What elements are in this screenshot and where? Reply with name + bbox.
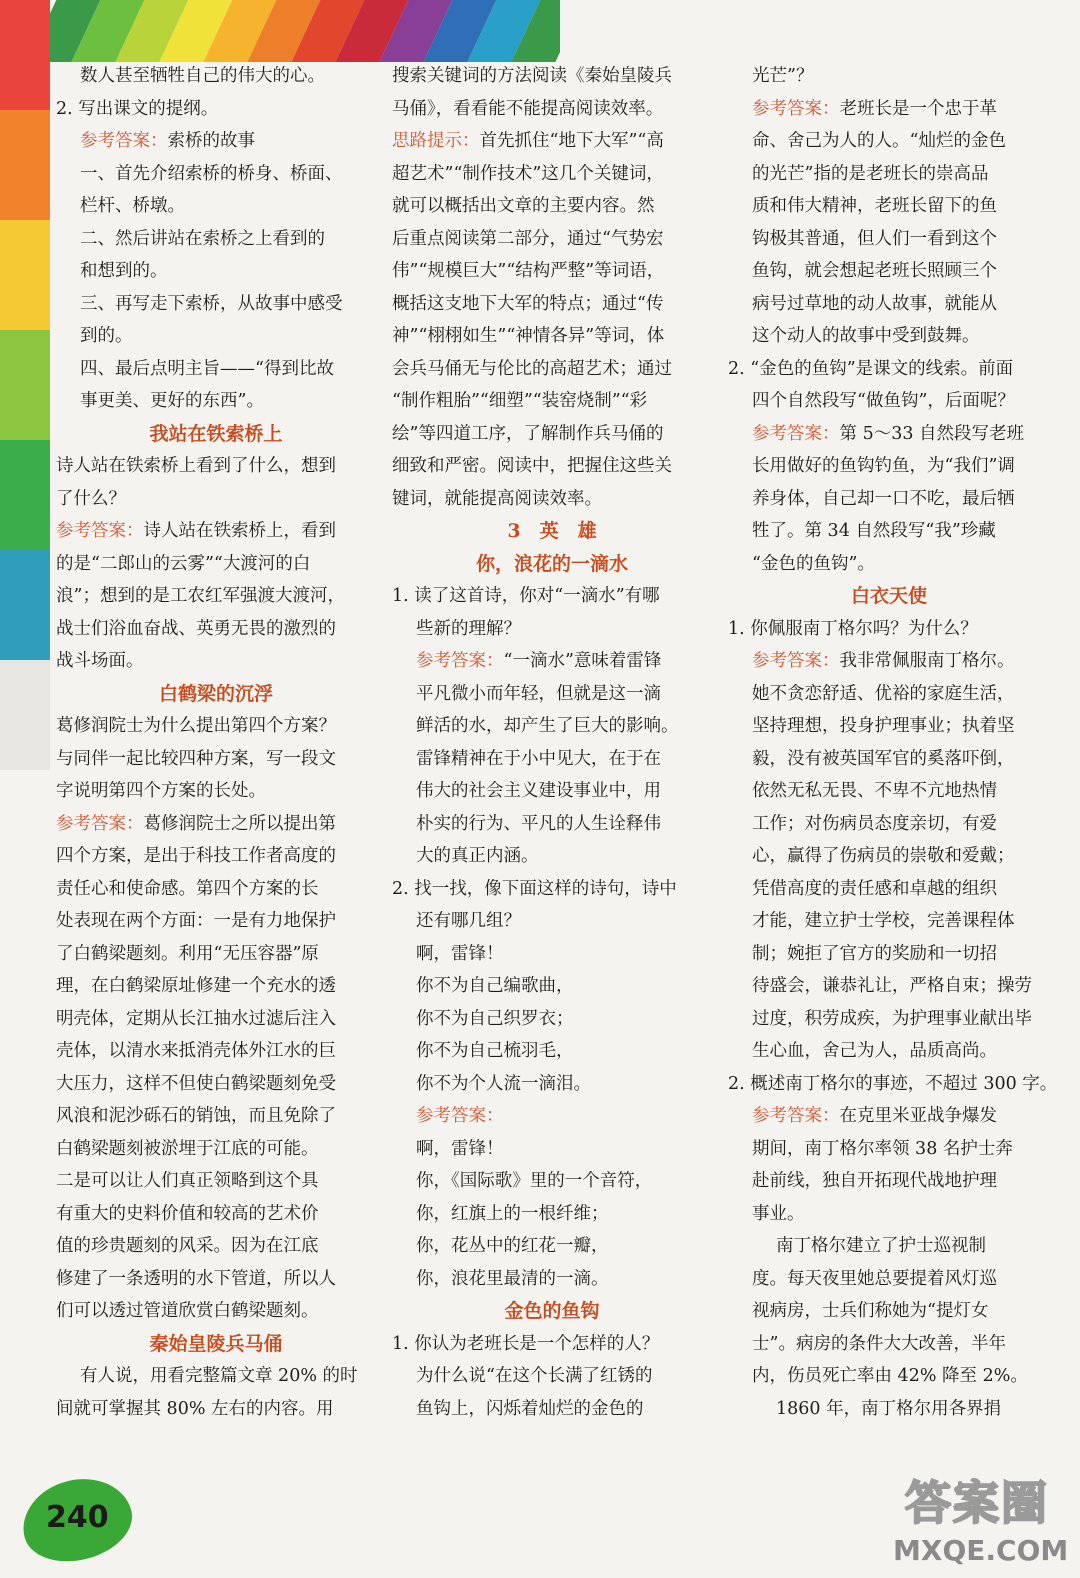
line-text: 1. 读了这首诗，你对“一滴水”有哪	[392, 586, 660, 606]
text-line	[392, 970, 712, 1003]
line-text: 病号过草地的动人故事，就能从	[752, 293, 997, 314]
text-line	[728, 1295, 1050, 1328]
line-text: 待盛会，谦恭礼让，严格自束；操劳	[752, 976, 1032, 996]
section-heading: 白鹤梁的沉浮	[158, 682, 273, 705]
text-line	[728, 353, 1050, 386]
text-line	[56, 1035, 376, 1068]
line-text: 工作；对伤病员态度亲切，有爱	[752, 813, 997, 834]
text-line	[728, 970, 1050, 1003]
line-text: 后重点阅读第二部分，通过“气势宏	[392, 228, 664, 249]
text-line	[728, 60, 1050, 93]
line-text: 朴实的行为、平凡的人生诠释伟	[416, 813, 661, 834]
line-text: 钩极其普通，但人们一看到这个	[752, 228, 997, 249]
text-line	[56, 288, 376, 321]
line-text: 制；婉拒了官方的奖励和一切招	[752, 943, 997, 964]
line-text: 依然无私无畏、不卑不亢地热情	[752, 781, 997, 801]
text-line	[56, 613, 376, 646]
text-line	[56, 970, 376, 1003]
text-line	[728, 743, 1050, 776]
answer-label: 参考答案：	[752, 1106, 840, 1126]
line-text: 白鹤梁题刻被淤埋于江底的可能。	[56, 1138, 319, 1159]
text-line	[728, 678, 1050, 711]
text-line	[728, 190, 1050, 223]
text-line	[56, 1003, 376, 1036]
line-text: 啊，雷锋！	[416, 943, 504, 964]
text-line	[392, 1360, 712, 1393]
line-text: 凭借高度的责任感和卓越的组织	[752, 878, 997, 899]
line-text: 会兵马俑无与伦比的高超艺术；通过	[392, 358, 672, 379]
text-line	[392, 320, 712, 353]
line-text: 与同伴一起比较四种方案，写一段文	[56, 748, 336, 769]
text-line	[728, 93, 1050, 126]
line-text: 命、舍己为人的人。“灿烂的金色	[752, 131, 1006, 151]
text-line	[56, 515, 376, 548]
line-text: 的是“二郎山的云雾”“大渡河的白	[56, 553, 311, 574]
text-line	[392, 353, 712, 386]
line-text: 为什么说“在这个长满了红锈的	[416, 1366, 653, 1386]
line-text: 二是可以让人们真正领略到这个具	[56, 1171, 319, 1191]
text-line	[392, 775, 712, 808]
line-text: 期间，南丁格尔率领 38 名护士奔	[752, 1138, 1013, 1159]
text-line	[728, 385, 1050, 418]
line-text: “金色的鱼钩”。	[752, 553, 875, 574]
left-color-band	[0, 0, 50, 720]
answer-label: 参考答案：	[80, 131, 168, 151]
text-line	[392, 1133, 712, 1166]
line-text: 在克里米亚战争爆发	[839, 1106, 997, 1126]
line-text: 南丁格尔建立了护士巡视制	[776, 1236, 986, 1256]
line-text: 了白鹤梁题刻。利用“无压容器”原	[56, 943, 319, 964]
line-text: 1. 你认为老班长是一个怎样的人？	[392, 1333, 660, 1354]
line-text: 事更美、更好的东西”。	[80, 391, 264, 411]
text-line	[392, 873, 712, 906]
text-line	[728, 1003, 1050, 1036]
text-line	[56, 158, 376, 191]
text-line	[392, 840, 712, 873]
text-line	[728, 1393, 1050, 1426]
text-line	[56, 905, 376, 938]
line-text: 栏杆、桥墩。	[80, 196, 185, 216]
text-line	[392, 1068, 712, 1101]
section-heading: 你，浪花的一滴水	[475, 552, 628, 575]
text-line	[56, 483, 376, 516]
text-line	[56, 1068, 376, 1101]
text-line	[392, 385, 712, 418]
line-text: 光芒”？	[752, 66, 814, 86]
line-text: 老班长是一个忠于革	[839, 98, 997, 119]
text-line	[56, 1393, 376, 1426]
text-line	[728, 548, 1050, 581]
text-line	[56, 223, 376, 256]
text-line	[728, 1328, 1050, 1361]
section-heading: 秦始皇陵兵马俑	[149, 1332, 283, 1355]
line-text: 坚持理想，投身护理事业；执着坚	[752, 716, 1015, 736]
line-text: 值的珍贵题刻的风采。因为在江底	[56, 1236, 319, 1256]
line-text: 了什么？	[56, 488, 126, 509]
line-text: 第 5～33 自然段写老班	[839, 423, 1025, 444]
text-line	[56, 385, 376, 418]
text-line	[56, 710, 376, 743]
text-line	[56, 873, 376, 906]
text-line	[392, 1393, 712, 1426]
watermark-url: MXQE.COM	[893, 1534, 1069, 1567]
text-line	[728, 1198, 1050, 1231]
text-line	[728, 1068, 1058, 1101]
line-text: 葛修润院士之所以提出第	[143, 813, 336, 834]
text-line	[728, 1100, 1050, 1133]
text-line	[728, 840, 1050, 873]
text-line	[56, 255, 376, 288]
text-line	[56, 190, 376, 223]
line-text: 二、然后讲站在索桥之上看到的	[80, 228, 325, 249]
text-line	[56, 938, 376, 971]
line-text: 四、最后点明主旨——“得到比故	[80, 358, 334, 379]
line-text: 壳体，以清水来抵消壳体外江水的巨	[56, 1041, 336, 1061]
text-line	[56, 808, 376, 841]
text-line	[392, 418, 712, 451]
text-line	[392, 158, 712, 191]
line-text: 四个自然段写“做鱼钩”，后面呢？	[752, 391, 1015, 411]
line-text: 诗人站在铁索桥上，看到	[143, 521, 336, 541]
line-text: 这个动人的故事中受到鼓舞。	[752, 326, 980, 346]
line-text: 葛修润院士为什么提出第四个方案？	[56, 716, 336, 736]
text-line	[728, 1263, 1050, 1296]
line-text: 毅，没有被英国军官的奚落吓倒，	[752, 748, 1015, 769]
text-line	[392, 743, 712, 776]
line-text: 你，红旗上的一根纤维；	[416, 1203, 609, 1224]
text-line	[728, 775, 1050, 808]
text-line	[392, 60, 712, 93]
line-text: 质和伟大精神，老班长留下的鱼	[752, 196, 997, 216]
line-text: 鲜活的水，却产生了巨大的影响。	[416, 716, 679, 736]
line-text: 度。每天夜里她总要提着风灯巡	[752, 1268, 997, 1289]
line-text: 伟”“规模巨大”“结构严整”等词语，	[392, 261, 665, 281]
text-line	[392, 1263, 712, 1296]
text-line	[392, 190, 712, 223]
line-text: 些新的理解？	[416, 618, 521, 639]
text-line	[392, 678, 712, 711]
text-line	[728, 1133, 1050, 1166]
text-line	[392, 223, 712, 256]
line-text: 明壳体，定期从长江抽水过滤后注入	[56, 1008, 336, 1029]
text-line	[56, 548, 376, 581]
answer-label: 参考答案：	[752, 98, 840, 119]
text-line	[728, 905, 1050, 938]
line-text: 大压力，这样不但使白鹤梁题刻免受	[56, 1073, 336, 1094]
line-text: 诗人站在铁索桥上看到了什么，想到	[56, 456, 336, 476]
line-text: 你不为自己织罗衣；	[416, 1008, 574, 1029]
text-line	[56, 1295, 376, 1328]
line-text: 生心血，舍己为人，品质高尚。	[752, 1041, 997, 1061]
line-text: 雷锋精神在于小中见大，在于在	[416, 748, 661, 769]
text-line	[392, 1003, 712, 1036]
text-line	[392, 580, 712, 613]
text-line	[728, 613, 1050, 646]
line-text: 数人甚至牺牲自己的伟大的心。	[80, 66, 325, 86]
text-line	[728, 938, 1050, 971]
text-line	[728, 710, 1050, 743]
text-line	[56, 1165, 376, 1198]
line-text: 四个方案，是出于科技工作者高度的	[56, 846, 336, 866]
line-text: 2. 找一找，像下面这样的诗句，诗中	[392, 878, 677, 899]
text-line	[728, 223, 1050, 256]
answer-label: 参考答案：	[752, 423, 840, 444]
line-text: 2. 概述南丁格尔的事迹，不超过 300 字。	[728, 1073, 1058, 1094]
text-line	[392, 905, 712, 938]
text-line	[728, 873, 1050, 906]
answer-label: 参考答案：	[56, 521, 144, 541]
line-text: 平凡微小而年轻，但就是这一滴	[416, 683, 661, 704]
text-line	[56, 1100, 376, 1133]
line-text: 视病房，士兵们称她为“提灯女	[752, 1301, 989, 1321]
line-text: 事业。	[752, 1203, 805, 1224]
text-line	[392, 450, 712, 483]
line-text: 过度，积劳成疾，为护理事业献出毕	[752, 1008, 1032, 1029]
line-text: 赴前线，独自开拓现代战地护理	[752, 1171, 997, 1191]
text-line	[56, 645, 376, 678]
page-number: 240	[46, 1499, 109, 1535]
answer-label: 参考答案：	[752, 651, 840, 671]
line-text: 超艺术”“制作技术”这几个关键词，	[392, 163, 664, 184]
line-text: 责任心和使命感。第四个方案的长	[56, 878, 319, 899]
text-line	[392, 808, 712, 841]
text-line	[392, 288, 712, 321]
section-heading: 3 英 雄	[507, 520, 597, 542]
text-line	[56, 580, 376, 613]
text-line	[392, 938, 712, 971]
text-line	[728, 288, 1050, 321]
line-text: “一滴水”意味着雷锋	[503, 651, 662, 671]
line-text: 索桥的故事	[167, 131, 255, 151]
line-text: 2. 写出课文的提纲。	[56, 98, 219, 119]
text-line	[728, 320, 1050, 353]
line-text: 一、首先介绍索桥的桥身、桥面、	[80, 163, 343, 184]
line-text: 长用做好的鱼钩钓鱼，为“我们”调	[752, 456, 1015, 476]
line-text: 字说明第四个方案的长处。	[56, 781, 266, 801]
text-column-middle	[392, 60, 712, 1425]
line-text: 内，伤员死亡率由 42% 降至 2%。	[752, 1366, 1028, 1386]
text-line	[56, 1263, 376, 1296]
text-line	[392, 1328, 712, 1361]
line-text: 处表现在两个方面：一是有力地保护	[56, 911, 336, 931]
text-line	[392, 1165, 712, 1198]
text-line	[392, 125, 712, 158]
line-text: 间就可掌握其 80% 左右的内容。用	[56, 1398, 334, 1419]
text-line	[728, 1165, 1050, 1198]
line-text: “制作粗胎”“细塑”“装窑烧制”“彩	[392, 391, 648, 411]
text-line	[392, 645, 712, 678]
line-text: 和想到的。	[80, 261, 168, 281]
answer-label: 参考答案：	[416, 1106, 504, 1126]
line-text: 有重大的史料价值和较高的艺术价	[56, 1203, 319, 1224]
line-text: 养身体，自己却一口不吃，最后牺	[752, 488, 1015, 509]
line-text: 修建了一条透明的水下管道，所以人	[56, 1268, 336, 1289]
section-heading: 白衣天使	[850, 585, 927, 607]
text-column-left	[56, 60, 376, 1425]
text-line	[728, 1360, 1050, 1393]
text-line	[56, 93, 376, 126]
text-line	[56, 125, 376, 158]
text-line	[728, 125, 1050, 158]
text-line	[728, 1230, 1050, 1263]
text-line	[728, 645, 1050, 678]
answer-label: 参考答案：	[416, 651, 504, 671]
text-line	[56, 1230, 376, 1263]
text-line	[392, 1198, 712, 1231]
line-text: 马俑》，看看能不能提高阅读效率。	[392, 98, 664, 119]
text-line	[56, 1133, 376, 1166]
line-text: 我非常佩服南丁格尔。	[839, 651, 1015, 671]
section-heading: 金色的鱼钩	[504, 1300, 600, 1322]
text-line	[728, 808, 1050, 841]
text-line	[56, 353, 376, 386]
line-text: 鱼钩上，闪烁着灿烂的金色的	[416, 1398, 644, 1419]
line-text: 你不为自己梳羽毛，	[416, 1041, 574, 1061]
line-text: 神”“栩栩如生”“神情各异”等词，体	[392, 326, 665, 346]
line-text: 三、再写走下索桥，从故事中感受	[80, 293, 343, 314]
line-text: 2. “金色的鱼钩”是课文的线索。前面	[728, 358, 1014, 379]
line-text: 你，花丛中的红花一瓣，	[416, 1236, 609, 1256]
line-text: 心，赢得了伤病员的崇敬和爱戴；	[752, 846, 1015, 866]
line-text: 的光芒”指的是老班长的崇高品	[752, 163, 989, 184]
line-text: 们可以透过管道欣赏白鹤梁题刻。	[56, 1301, 319, 1321]
text-line	[392, 483, 712, 516]
text-line	[392, 93, 712, 126]
line-text: 鱼钩，就会想起老班长照顾三个	[752, 261, 997, 281]
line-text: 你不为个人流一滴泪。	[416, 1073, 591, 1094]
text-line	[56, 1198, 376, 1231]
line-text: 士”。病房的条件大大改善，半年	[752, 1333, 1006, 1354]
text-line	[392, 1035, 712, 1068]
text-line	[392, 613, 712, 646]
text-line	[56, 743, 376, 776]
text-line	[392, 1230, 712, 1263]
text-line	[392, 255, 712, 288]
text-line	[56, 60, 376, 93]
text-line	[56, 450, 376, 483]
section-heading: 我站在铁索桥上	[149, 422, 283, 445]
line-text: 才能，建立护士学校，完善课程体	[752, 911, 1015, 931]
text-line	[728, 450, 1050, 483]
line-text: 你，《国际歌》里的一个音符，	[416, 1171, 653, 1191]
line-text: 大的真正内涵。	[416, 846, 539, 866]
line-text: 1860 年，南丁格尔用各界捐	[776, 1398, 1002, 1419]
text-line	[728, 158, 1050, 191]
watermark-logo: 答案圈	[905, 1476, 1049, 1530]
line-text: 细致和严密。阅读中，把握住这些关	[392, 456, 672, 476]
rainbow-decoration	[0, 0, 560, 62]
line-text: 搜索关键词的方法阅读《秦始皇陵兵	[392, 66, 672, 86]
line-text: 风浪和泥沙砾石的销蚀，而且免除了	[56, 1106, 336, 1126]
text-line	[728, 483, 1050, 516]
line-text: 战斗场面。	[56, 651, 144, 671]
line-text: 到的。	[80, 326, 133, 346]
text-line	[728, 418, 1050, 451]
line-text: 1. 你佩服南丁格尔吗？为什么？	[728, 618, 978, 639]
text-line	[728, 255, 1050, 288]
answer-label: 思路提示：	[392, 131, 480, 151]
line-text: 你不为自己编歌曲，	[416, 976, 574, 996]
answer-label: 参考答案：	[56, 813, 144, 834]
line-text: 你，浪花里最清的一滴。	[416, 1268, 609, 1289]
line-text: 概括这支地下大军的特点；通过“传	[392, 293, 664, 314]
line-text: 啊，雷锋！	[416, 1138, 504, 1159]
line-text: 首先抓住“地下大军”“高	[479, 131, 664, 151]
line-text: 键词，就能提高阅读效率。	[392, 488, 602, 509]
line-text: 绘”等四道工序，了解制作兵马俑的	[392, 423, 664, 444]
line-text: 浪”；想到的是工农红军强渡大渡河，	[56, 586, 345, 606]
line-text: 理，在白鹤梁原址修建一个充水的透	[56, 976, 336, 996]
line-text: 有人说，用看完整篇文章 20% 的时	[80, 1366, 358, 1386]
text-line	[392, 1100, 712, 1133]
text-line	[56, 1360, 376, 1393]
line-text: 牲了。第 34 自然段写“我”珍藏	[752, 521, 996, 541]
text-line	[56, 840, 376, 873]
line-text: 伟大的社会主义建设事业中，用	[416, 781, 661, 801]
line-text: 还有哪几组？	[416, 911, 521, 931]
text-line	[728, 1035, 1050, 1068]
line-text: 她不贪恋舒适、优裕的家庭生活，	[752, 683, 1015, 704]
text-line	[56, 320, 376, 353]
line-text: 就可以概括出文章的主要内容。然	[392, 196, 655, 216]
text-line	[392, 710, 712, 743]
page-number-badge	[14, 1468, 140, 1572]
line-text: 战士们浴血奋战、英勇无畏的激烈的	[56, 618, 336, 639]
text-column-right	[728, 60, 1058, 1425]
text-line	[56, 775, 376, 808]
text-line	[728, 515, 1050, 548]
